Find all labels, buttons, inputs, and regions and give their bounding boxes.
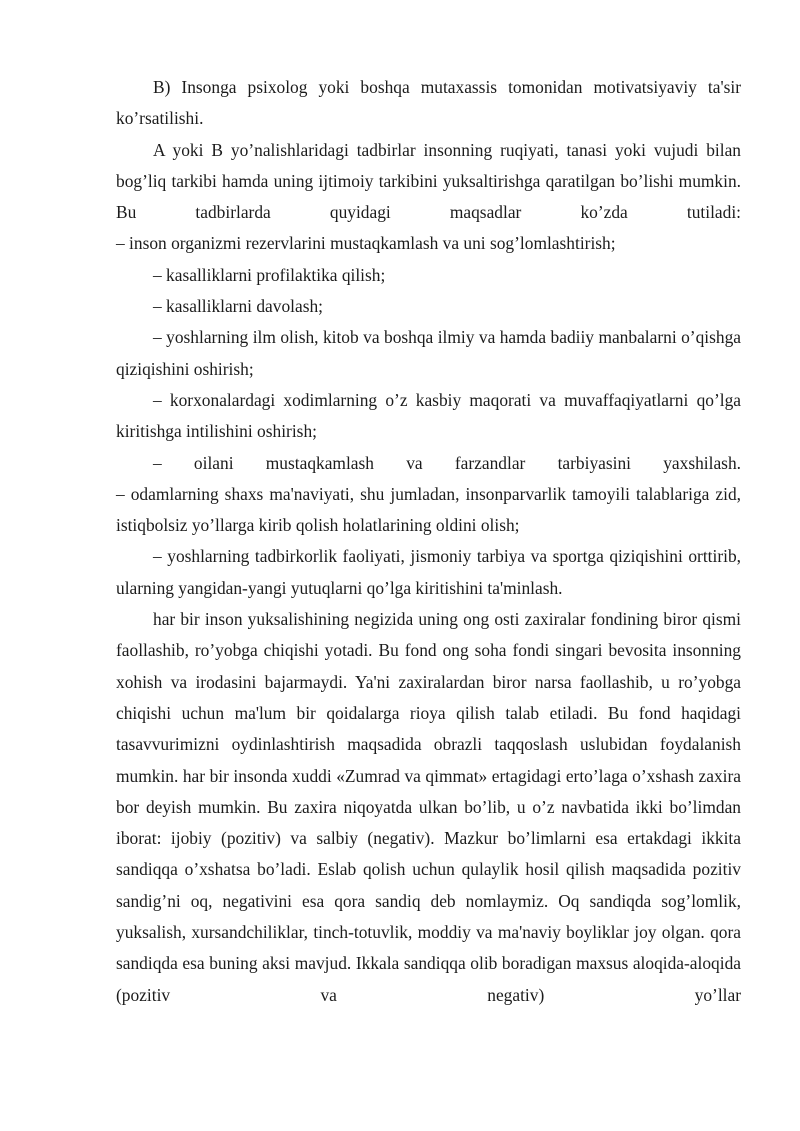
paragraph-reserves-fund: har bir inson yuksalishining negizida uning ong osti zaxiralar fondining biror qismi faollashib, ro’yobga chiqishi yotadi. Bu fond ong soha fondi singari bevosita insonning xohish va irodasini bajarmaydi. Ya'ni zaxiralardan biror narsa faollashib, u ro’yobga chiqishi uchun ma'lum bir qoidalarga rioya qilish talab etiladi. Bu fond haqidagi tasavvurimizni oydinlashtirish maqsadida obrazli taqqoslash uslubidan foydalanish mumkin. har bir insonda xuddi «Zumrad va qimmat» ertagidagi erto’laga o’xshash zaxira bor deyish mumkin. Bu zaxira niqoyatda ulkan bo’lib, u o’z navbatida ikki bo’limdan iborat: ijobiy (pozitiv) va salbiy (negativ). Mazkur bo’limlarni esa ertakdagi ikkita sandiqqa o’xshatsa bo’ladi. Eslab qolish uchun qulaylik hosil qilish maqsadida pozitiv sandig’ni oq, negativini esa qora sandiq deb nomlaymiz. Oq sandiqda sog’lomlik, yuksalish, xursandchiliklar, tinch-totuvlik, moddiy va ma'naviy boyliklar joy olgan. qora sandiqda esa buning aksi mavjud. Ikkala sandiqqa olib boradigan maxsus aloqida-aloqida (pozitiv va negativ) yo’llar — [116, 609, 741, 1005]
list-item-organism-reserves: – inson organizmi rezervlarini mustaqkamlash va uni sog’lomlashtirish; — [116, 233, 616, 254]
paragraph-intro: A yoki B yo’nalishlaridagi tadbirlar insonning ruqiyati, tanasi yoki vujudi bilan bog’liq tarkibi hamda uning ijtimoiy tarkibini yuksaltirishga qaratilgan bo’lishi mumkin. Bu tadbirlarda quyidagi maqsadlar ko’zda tutiladi: — [116, 139, 741, 223]
list-item-prophylaxis: – kasalliklarni profilaktika qilish; — [153, 264, 386, 285]
paragraph-option-b: B) Insonga psixolog yoki boshqa mutaxassis tomonidan motivatsiyaviy ta'sir ko’rsatilishi. — [116, 77, 741, 129]
list-item-employee-skills: – korxonalardagi xodimlarning o’z kasbiy maqorati va muvaffaqiyatlarni qo’lga kiritishga intilishini oshirish; — [116, 389, 741, 442]
list-item-spirituality: – odamlarning shaxs ma'naviyati, shu jumladan, insonparvarlik tamoyili talablariga zid, istiqbolsiz yo’llarga kirib qolish holatlarining oldini olish; — [116, 483, 741, 536]
list-item-family: – oilani mustaqkamlash va farzandlar tarbiyasini yaxshilash. — [153, 452, 741, 473]
document-body — [116, 72, 741, 1011]
list-item-treatment: – kasalliklarni davolash; — [153, 296, 324, 317]
list-item-youth-reading: – yoshlarning ilm olish, kitob va boshqa ilmiy va hamda badiiy manbalarni o’qishga qiziqishini oshirish; — [116, 327, 741, 379]
list-item-youth-business: – yoshlarning tadbirkorlik faoliyati, jismoniy tarbiya va sportga qiziqishini orttirib, ularning yangidan-yangi yutuqlarni qo’lga kiritishini ta'minlash. — [116, 546, 741, 598]
